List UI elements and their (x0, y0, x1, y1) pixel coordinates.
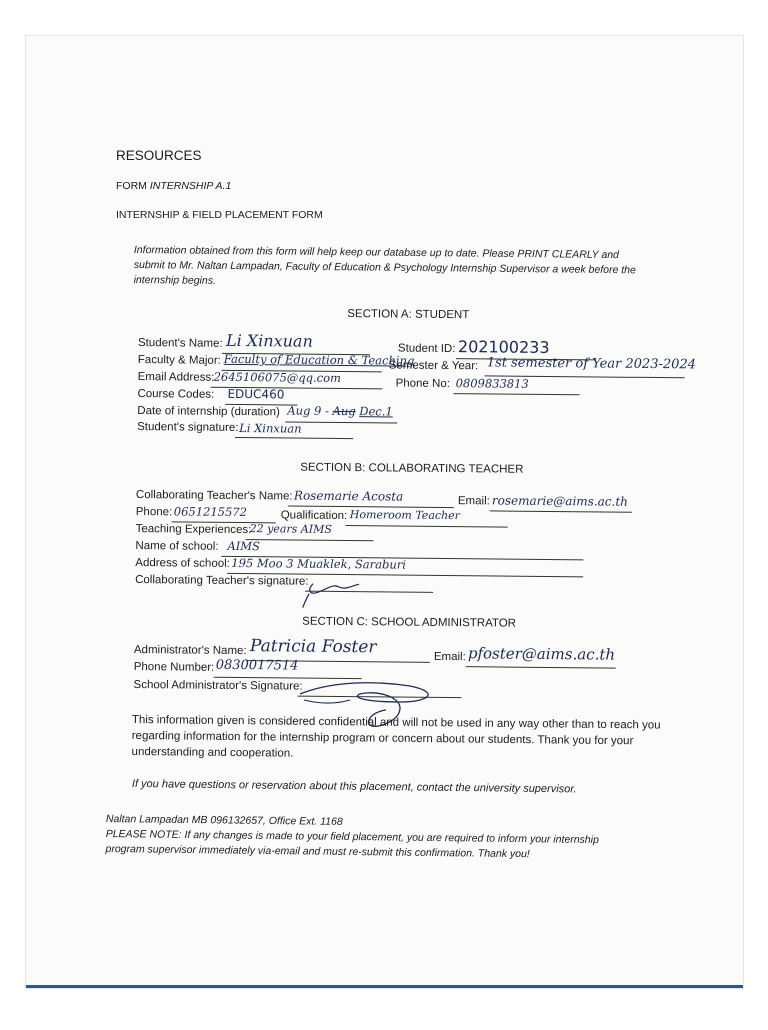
student-signature-label: Student's signature: (137, 421, 239, 435)
teacher-name-label: Collaborating Teacher's Name: (135, 489, 293, 503)
intro-line-3: internship begins. (133, 273, 216, 287)
experience-label: Teaching Experiences: (135, 523, 252, 537)
teacher-phone-label: Phone: (135, 506, 173, 519)
student-signature-value[interactable]: Li Xinxuan (239, 421, 302, 436)
email-label: Email Address: (137, 371, 215, 384)
please-note-line-2: program supervisor immediately via-email and must re-submit this confirmation. Thank you! (105, 842, 530, 861)
faculty-value[interactable]: Faculty of Education & Teaching (223, 351, 415, 368)
admin-phone-label: Phone Number: (133, 660, 215, 674)
supervisor-contact: Naltan Lampadan MB 096132657, Office Ext. 1168 (105, 812, 343, 828)
teacher-email-label: Email: (457, 495, 490, 508)
school-address-value[interactable]: 195 Moo 3 Muaklek, Saraburi (231, 555, 407, 572)
section-b-heading: SECTION B: COLLABORATING TEACHER (300, 461, 524, 476)
phone-label: Phone No: (395, 377, 451, 391)
qualification-label: Qualification: (280, 509, 348, 523)
questions-note: If you have questions or reservation about this placement, contact the university supervisor. (131, 778, 577, 796)
faculty-label: Faculty & Major: (137, 354, 221, 367)
admin-email-line (466, 666, 616, 668)
teacher-signature-label: Collaborating Teacher's signature: (135, 574, 309, 588)
form-title: INTERNSHIP & FIELD PLACEMENT FORM (116, 209, 323, 221)
student-name-label: Student's Name: (137, 337, 223, 350)
teacher-phone-value[interactable]: 0651215572 (173, 504, 248, 520)
email-value[interactable]: 2645106075@qq.com (213, 369, 342, 385)
school-name-value[interactable]: AIMS (227, 538, 261, 554)
teacher-email-value[interactable]: rosemarie@aims.ac.th (491, 493, 628, 509)
form-prefix: FORM (116, 180, 150, 192)
course-label: Course Codes: (137, 388, 215, 401)
date-end: Dec.1 (359, 404, 393, 419)
admin-name-label: Administrator's Name: (133, 643, 247, 658)
intro-line-2: submit to Mr. Naltan Lampadan, Faculty of Education & Psychology Internship Supervisor a week before the (133, 258, 636, 277)
section-c-heading: SECTION C: SCHOOL ADMINISTRATOR (302, 615, 517, 630)
student-id-value[interactable]: 202100233 (457, 337, 550, 357)
school-address-label: Address of school: (135, 557, 230, 570)
intro-line-1: Information obtained from this form will help keep our database up to date. Please PRINT CLEARLY and (133, 243, 619, 262)
confidential-line-1: This information given is considered confidential and will not be used in any way other than to reach you (131, 713, 661, 732)
date-start: Aug 9 - (287, 403, 329, 418)
semester-label: Semester & Year: (388, 359, 479, 373)
internship-date-label: Date of internship (duration) (137, 405, 280, 419)
phone-value[interactable]: 0809833813 (455, 376, 529, 391)
course-value[interactable]: EDUC460 (227, 386, 285, 402)
student-id-label: Student ID: (397, 342, 456, 356)
please-note-line-1: PLEASE NOTE: If any changes is made to your field placement, you are required to inform your internship (105, 827, 599, 847)
student-name-value[interactable]: Li Xinxuan (225, 330, 313, 351)
admin-email-value[interactable]: pfoster@aims.ac.th (467, 644, 616, 664)
resources-heading: RESOURCES (116, 148, 202, 163)
qualification-value[interactable]: Homeroom Teacher (349, 508, 460, 523)
admin-name-value[interactable]: Patricia Foster (249, 636, 377, 658)
confidential-paragraph (131, 712, 691, 766)
teacher-name-value[interactable]: Rosemarie Acosta (293, 488, 404, 504)
semester-value[interactable]: 1st semester of Year 2023-2024 (486, 355, 697, 373)
section-a-heading: SECTION A: STUDENT (347, 308, 470, 322)
admin-phone-value[interactable]: 0830017514 (215, 657, 299, 674)
confidential-line-2: regarding information for the internship program or concern about our students. Thank you for your (131, 729, 634, 748)
school-name-label: Name of school: (135, 540, 219, 553)
confidential-line-3: understanding and cooperation. (131, 745, 294, 760)
date-struck: Aug (332, 403, 356, 419)
form-name: INTERNSHIP A.1 (149, 180, 232, 192)
experience-value[interactable]: 22 years AIMS (249, 522, 332, 536)
admin-signature-label: School Administrator's Signature: (133, 678, 303, 693)
please-note-block (105, 812, 666, 864)
admin-email-label: Email: (433, 650, 466, 664)
